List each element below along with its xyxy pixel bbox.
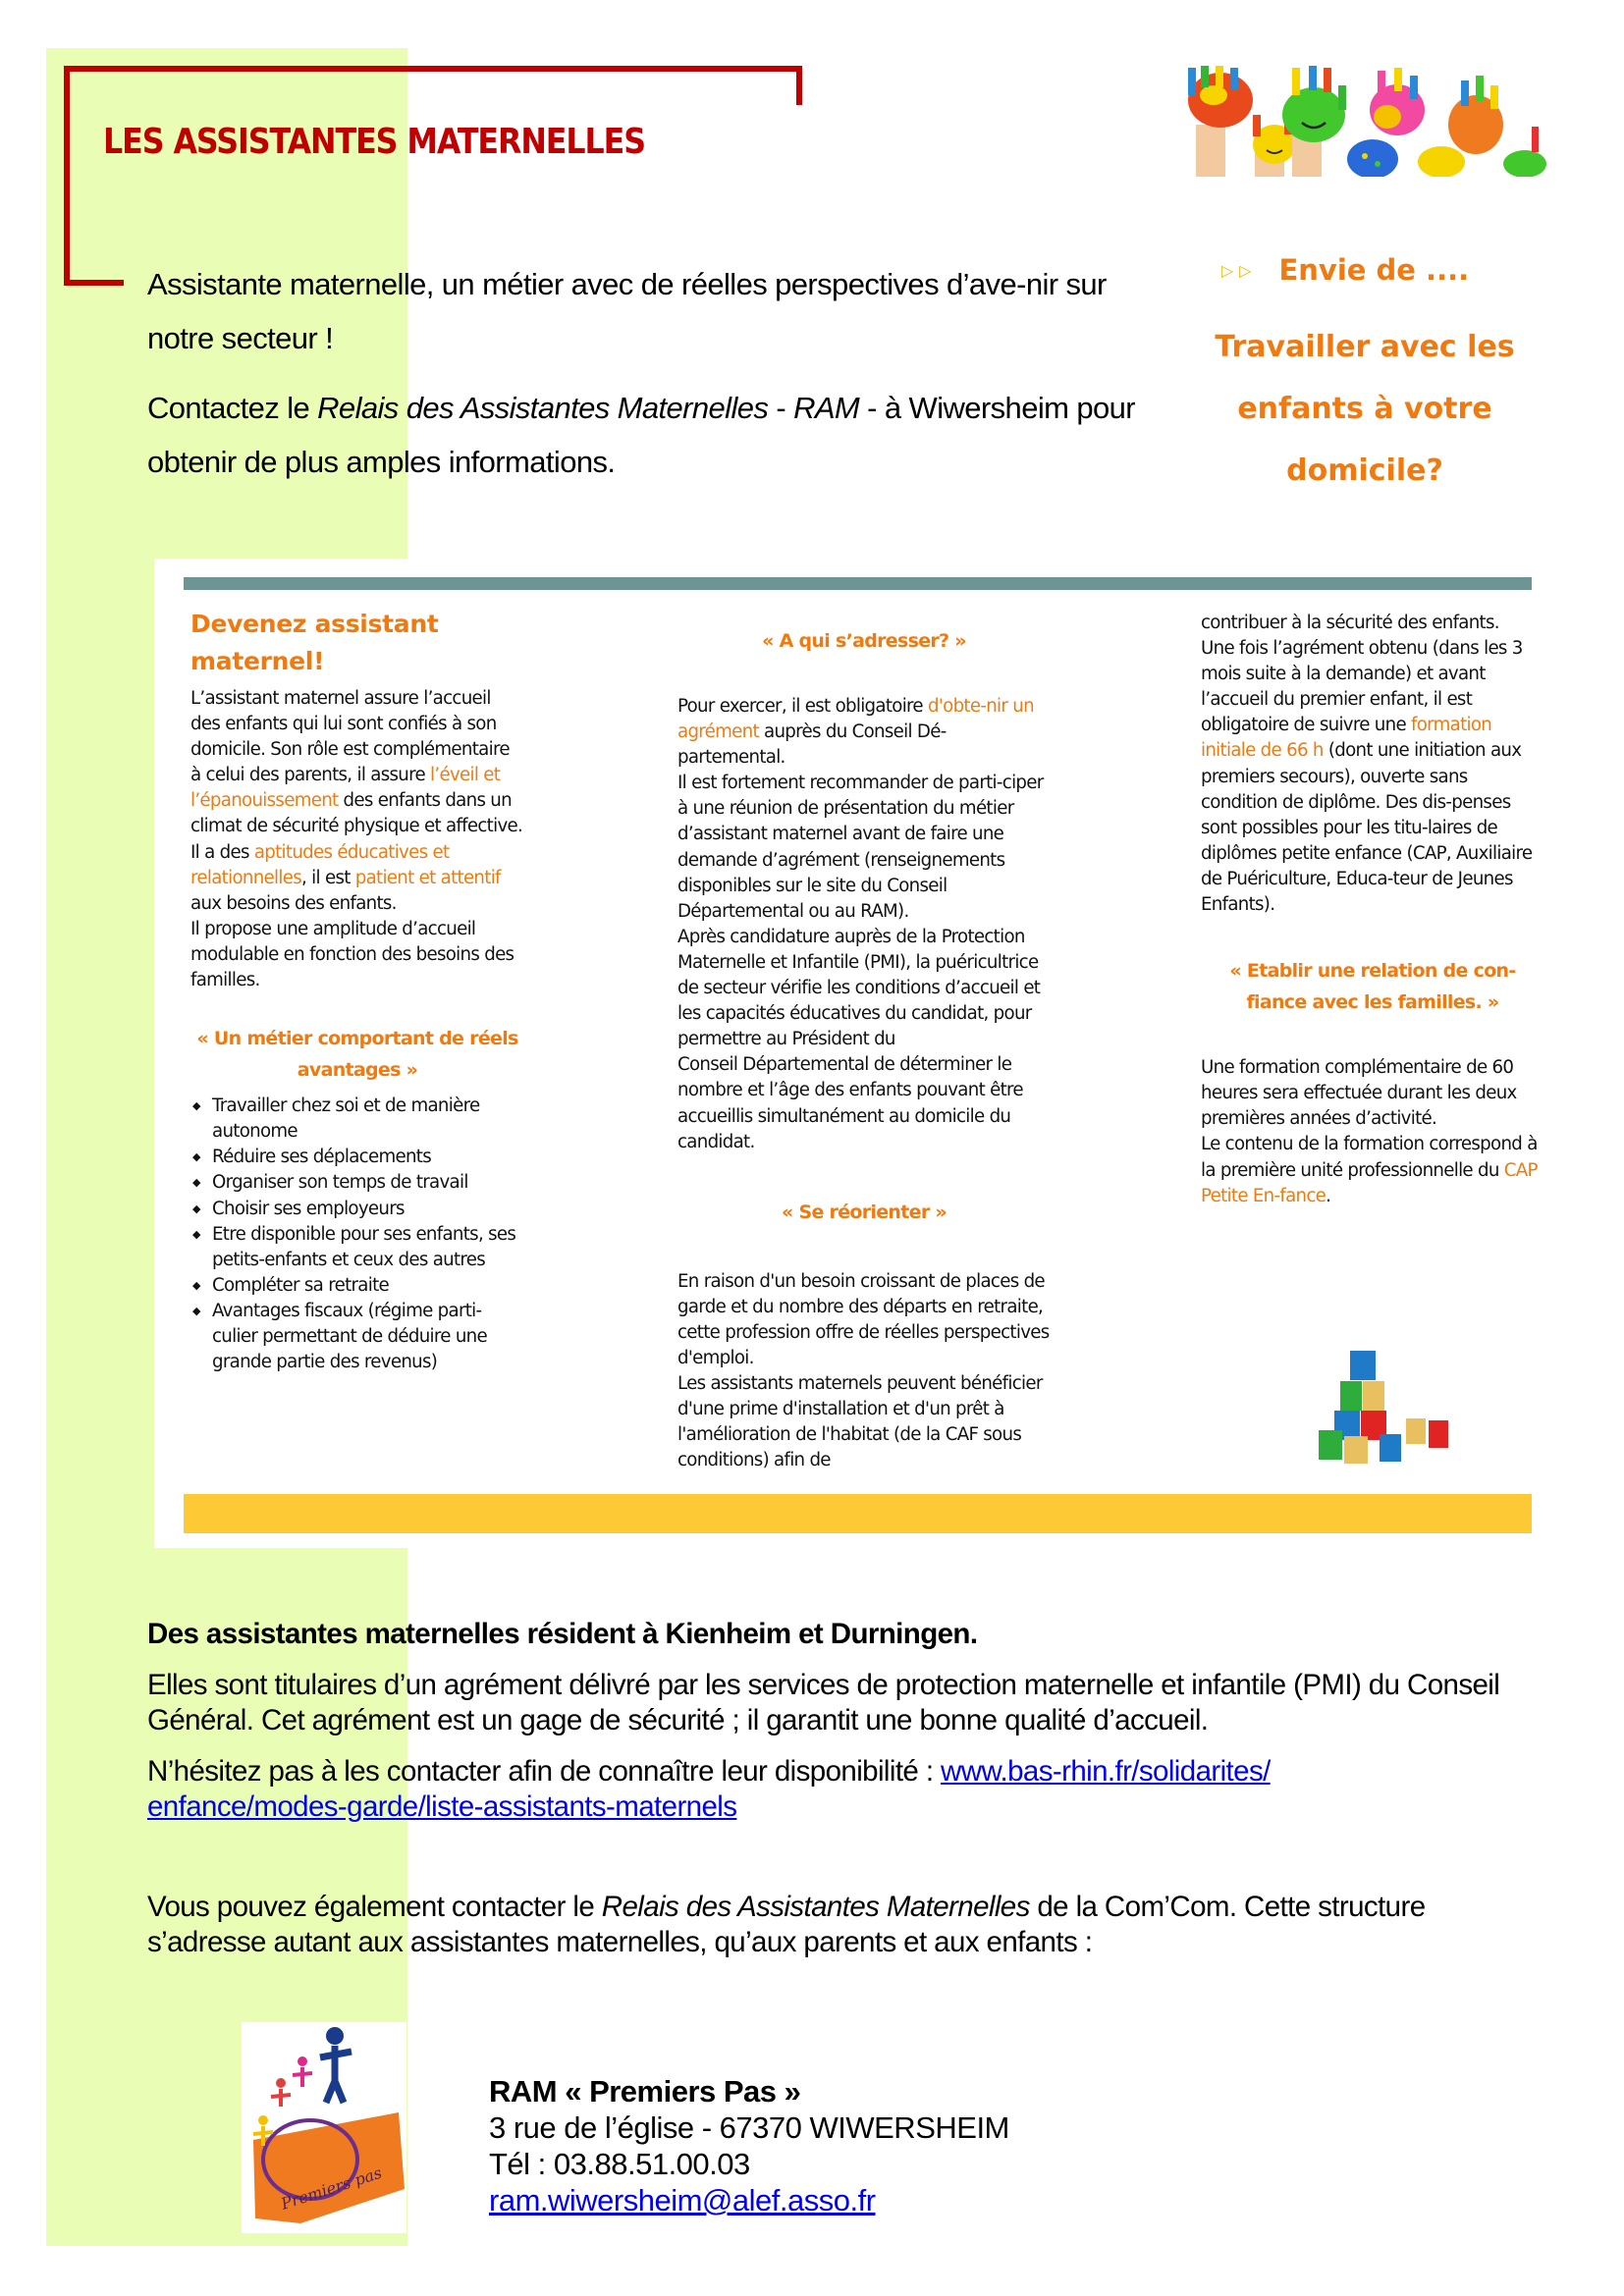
text-part: Il a des [190, 841, 254, 863]
intro-ram-acronym: RAM [793, 391, 860, 425]
text-part: N’hésitez pas à les contacter afin de connaître leur disponibilité : [147, 1755, 942, 1788]
text-part: auprès du Conseil Dé-partemental. [677, 721, 947, 769]
logo-figure-child [258, 2115, 268, 2125]
ram-fullname: Relais des Assistantes Maternelles [601, 1891, 1030, 1923]
column-paragraph [677, 694, 1051, 771]
ram-address: 3 rue de l’église - 67370 WIWERSHEIM [489, 2110, 1009, 2145]
column-paragraph [1201, 1132, 1544, 1208]
logo-figure-child [276, 2078, 286, 2088]
title-bracket-right [796, 66, 802, 105]
logo-text: Premiers pas [278, 2163, 385, 2214]
toy-blocks-image [1311, 1346, 1458, 1464]
hand-4 [1347, 68, 1425, 177]
intro-line-2 [147, 381, 1149, 489]
column-paragraph: diplômes petite enfance (CAP, Auxiliaire de Puériculture, Educa-teur de Jeunes Enfants). [1201, 842, 1533, 916]
logo-figure-child [298, 2056, 307, 2066]
text-part: (dont une initiation aux premiers secours), ouverte sans condition de diplôme. Des dis-penses sont possibles pour les titu-laires de [1201, 740, 1522, 838]
envie-callout [1208, 253, 1522, 502]
column-paragraph [1201, 687, 1544, 841]
advantages-list [190, 1094, 524, 1375]
envie-question-line: enfants à votre [1237, 392, 1492, 426]
logo-figure-adult [326, 2027, 344, 2045]
intro-text-part: - à Wiwersheim pour obtenir de plus amples informations. [147, 391, 1136, 479]
text-part: Le contenu de la formation correspond à la première unité professionnelle du [1201, 1134, 1538, 1181]
local-assistants-section [147, 1617, 1542, 1976]
advantages-heading: « Un métier comportant de réels avantages » [196, 1028, 518, 1082]
intro-text [147, 257, 1149, 505]
list-item: ◆ Etre disponible pour ses enfants, ses petits-enfants et ceux des autres [190, 1222, 524, 1273]
trust-heading: « Etablir une relation de con-fiance avec les familles. » [1229, 960, 1516, 1014]
title-bracket-bottom [64, 280, 124, 286]
brochure-bottom-bar [184, 1494, 1532, 1533]
column-paragraph: En raison d'un besoin croissant de places de garde et du nombre des départs en retraite, cette profession offre de réelles perspectives d'emploi. [677, 1270, 1050, 1368]
list-item: ◆ Organiser son temps de travail [190, 1170, 524, 1196]
block [1363, 1381, 1384, 1411]
text-part: Vous pouvez également contacter le [147, 1891, 602, 1923]
column-heading: Devenez assistant maternel! [190, 610, 439, 675]
brochure-column-1 [190, 606, 524, 1375]
list-item: ◆ Compléter sa retraite [190, 1273, 524, 1299]
link-text[interactable]: enfance/modes-garde/liste-assistants-maternels [147, 1790, 737, 1823]
title-bracket-top [64, 66, 802, 72]
envie-question-line: domicile? [1286, 454, 1443, 488]
ram-email-link[interactable]: ram.wiwersheim@alef.asso.fr [489, 2183, 876, 2217]
block [1350, 1351, 1376, 1380]
column-paragraph: contribuer à la sécurité des enfants. [1201, 613, 1499, 633]
section-paragraph [147, 1754, 1542, 1825]
hand-5 [1418, 76, 1546, 177]
painted-hands-image [1176, 66, 1551, 177]
ram-premiers-pas-logo [242, 2022, 406, 2233]
intro-text-part: Contactez le [147, 391, 318, 425]
intro-ram-fullname: Relais des Assistantes Maternelles [317, 391, 769, 425]
block [1429, 1420, 1448, 1448]
column-paragraph: Il propose une amplitude d’accueil modulable en fonction des besoins des familles. [190, 918, 514, 991]
list-item: ◆ Avantages fiscaux (régime parti-culier permettant de déduire une grande partie des revenus) [190, 1299, 524, 1375]
text-part: Pour exercer, il est obligatoire [677, 696, 928, 717]
text-part: l’accueil du premier enfant, il est obligatoire de suivre une [1201, 689, 1473, 736]
text-part: de la Com’Com. Cette structure s’adresse autant aux assistantes maternelles, qu’aux parents et aux enfants : [147, 1891, 1426, 1958]
intro-text-part: - [768, 391, 794, 425]
block [1319, 1430, 1342, 1460]
block [1406, 1418, 1426, 1444]
column-paragraph: Les assistants maternels peuvent bénéficier d'une prime d'installation et d'un prêt à l'amélioration de l'habitat (de la CAF sous conditions) afin de [677, 1373, 1043, 1471]
block [1380, 1434, 1401, 1462]
reorient-heading: « Se réorienter » [781, 1201, 947, 1223]
column-paragraph [190, 840, 524, 917]
hand-3 [1282, 66, 1346, 177]
column-paragraph: Une fois l’agrément obtenu (dans les 3 mois suite à la demande) et avant [1201, 638, 1523, 685]
block [1340, 1381, 1362, 1411]
text-part: . [1326, 1185, 1331, 1206]
section-paragraph: Elles sont titulaires d’un agrément délivré par les services de protection maternelle et infantile (PMI) du Conseil Général. Cet agrément est un gage de sécurité ; il garantit une bonne qualité d’accueil. [147, 1669, 1500, 1736]
highlight-text: aptitudes éducatives et relationnelles [190, 841, 450, 888]
list-item: ◆ Travailler chez soi et de manière autonome [190, 1094, 524, 1145]
highlight-text: d'obte-nir un agrément [677, 696, 1034, 743]
ram-phone: Tél : 03.88.51.00.03 [489, 2147, 750, 2181]
envie-heading: Envie de .... [1278, 253, 1470, 287]
list-item: ◆ Choisir ses employeurs [190, 1197, 524, 1222]
highlight-text: l’éveil et l’épanouissement [190, 765, 501, 812]
page-title: LES ASSISTANTES MATERNELLES [103, 122, 645, 162]
column-paragraph: Il est fortement recommander de parti-ciper à une réunion de présentation du métier d’assistant maternel avant de faire une demande d’agrément (renseignements disponibles sur le site du Conseil Départemental ou au RAM). [677, 773, 1044, 922]
ram-name: RAM « Premiers Pas » [489, 2074, 801, 2109]
column-paragraph: Une formation complémentaire de 60 heures sera effectuée durant les deux premières années d’activité. [1201, 1057, 1517, 1130]
highlight-text: patient et attentif [354, 867, 501, 888]
link-text[interactable]: www.bas-rhin.fr/solidarites/ [941, 1755, 1271, 1788]
highlight-text: CAP Petite En-fance [1201, 1159, 1538, 1206]
envie-question [1208, 316, 1522, 502]
list-item: ◆ Réduire ses déplacements [190, 1145, 524, 1170]
column-paragraph: Après candidature auprès de la Protection Maternelle et Infantile (PMI), la puéricultrice de secteur vérifie les conditions d’accueil et les capacités éducatives du candidat, pour permettre au Président du [677, 926, 1041, 1050]
ram-contact-block [489, 2073, 1009, 2218]
highlight-text: formation initiale de 66 h [1201, 715, 1492, 762]
brochure-column-2 [677, 625, 1051, 1473]
envie-question-line: Travailler avec les [1215, 330, 1515, 364]
text-part: L’assistant maternel assure l’accueil des enfants qui lui sont confiés à son domicile. Son rôle est complémentaire à celui des parents, il assure [190, 688, 510, 786]
text-part: des enfants dans un climat de sécurité physique et affective. [190, 790, 523, 837]
brochure-panel [154, 559, 1558, 1548]
intro-line-1: Assistante maternelle, un métier avec de réelles perspectives d’ave-nir sur notre secteur ! [147, 267, 1107, 355]
brochure-column-3 [1201, 556, 1544, 1209]
title-bracket-left [64, 66, 70, 286]
double-arrow-icon: ▷▷ [1220, 260, 1258, 280]
section-heading: Des assistantes maternelles résident à Kienheim et Durningen. [147, 1618, 978, 1650]
hand-1 [1188, 66, 1253, 177]
section-paragraph [147, 1890, 1542, 1960]
envie-heading-row [1168, 253, 1522, 287]
spacer [147, 1841, 1542, 1890]
block [1344, 1436, 1368, 1464]
column-paragraph: Conseil Départemental de déterminer le nombre et l’âge des enfants pouvant être accueillis simultanément au domicile du candidat. [677, 1054, 1023, 1152]
column-paragraph [190, 686, 524, 840]
text-part: , il est [301, 867, 355, 888]
who-to-contact-heading: « A qui s’adresser? » [762, 630, 966, 652]
text-part: aux besoins des enfants. [190, 892, 397, 914]
